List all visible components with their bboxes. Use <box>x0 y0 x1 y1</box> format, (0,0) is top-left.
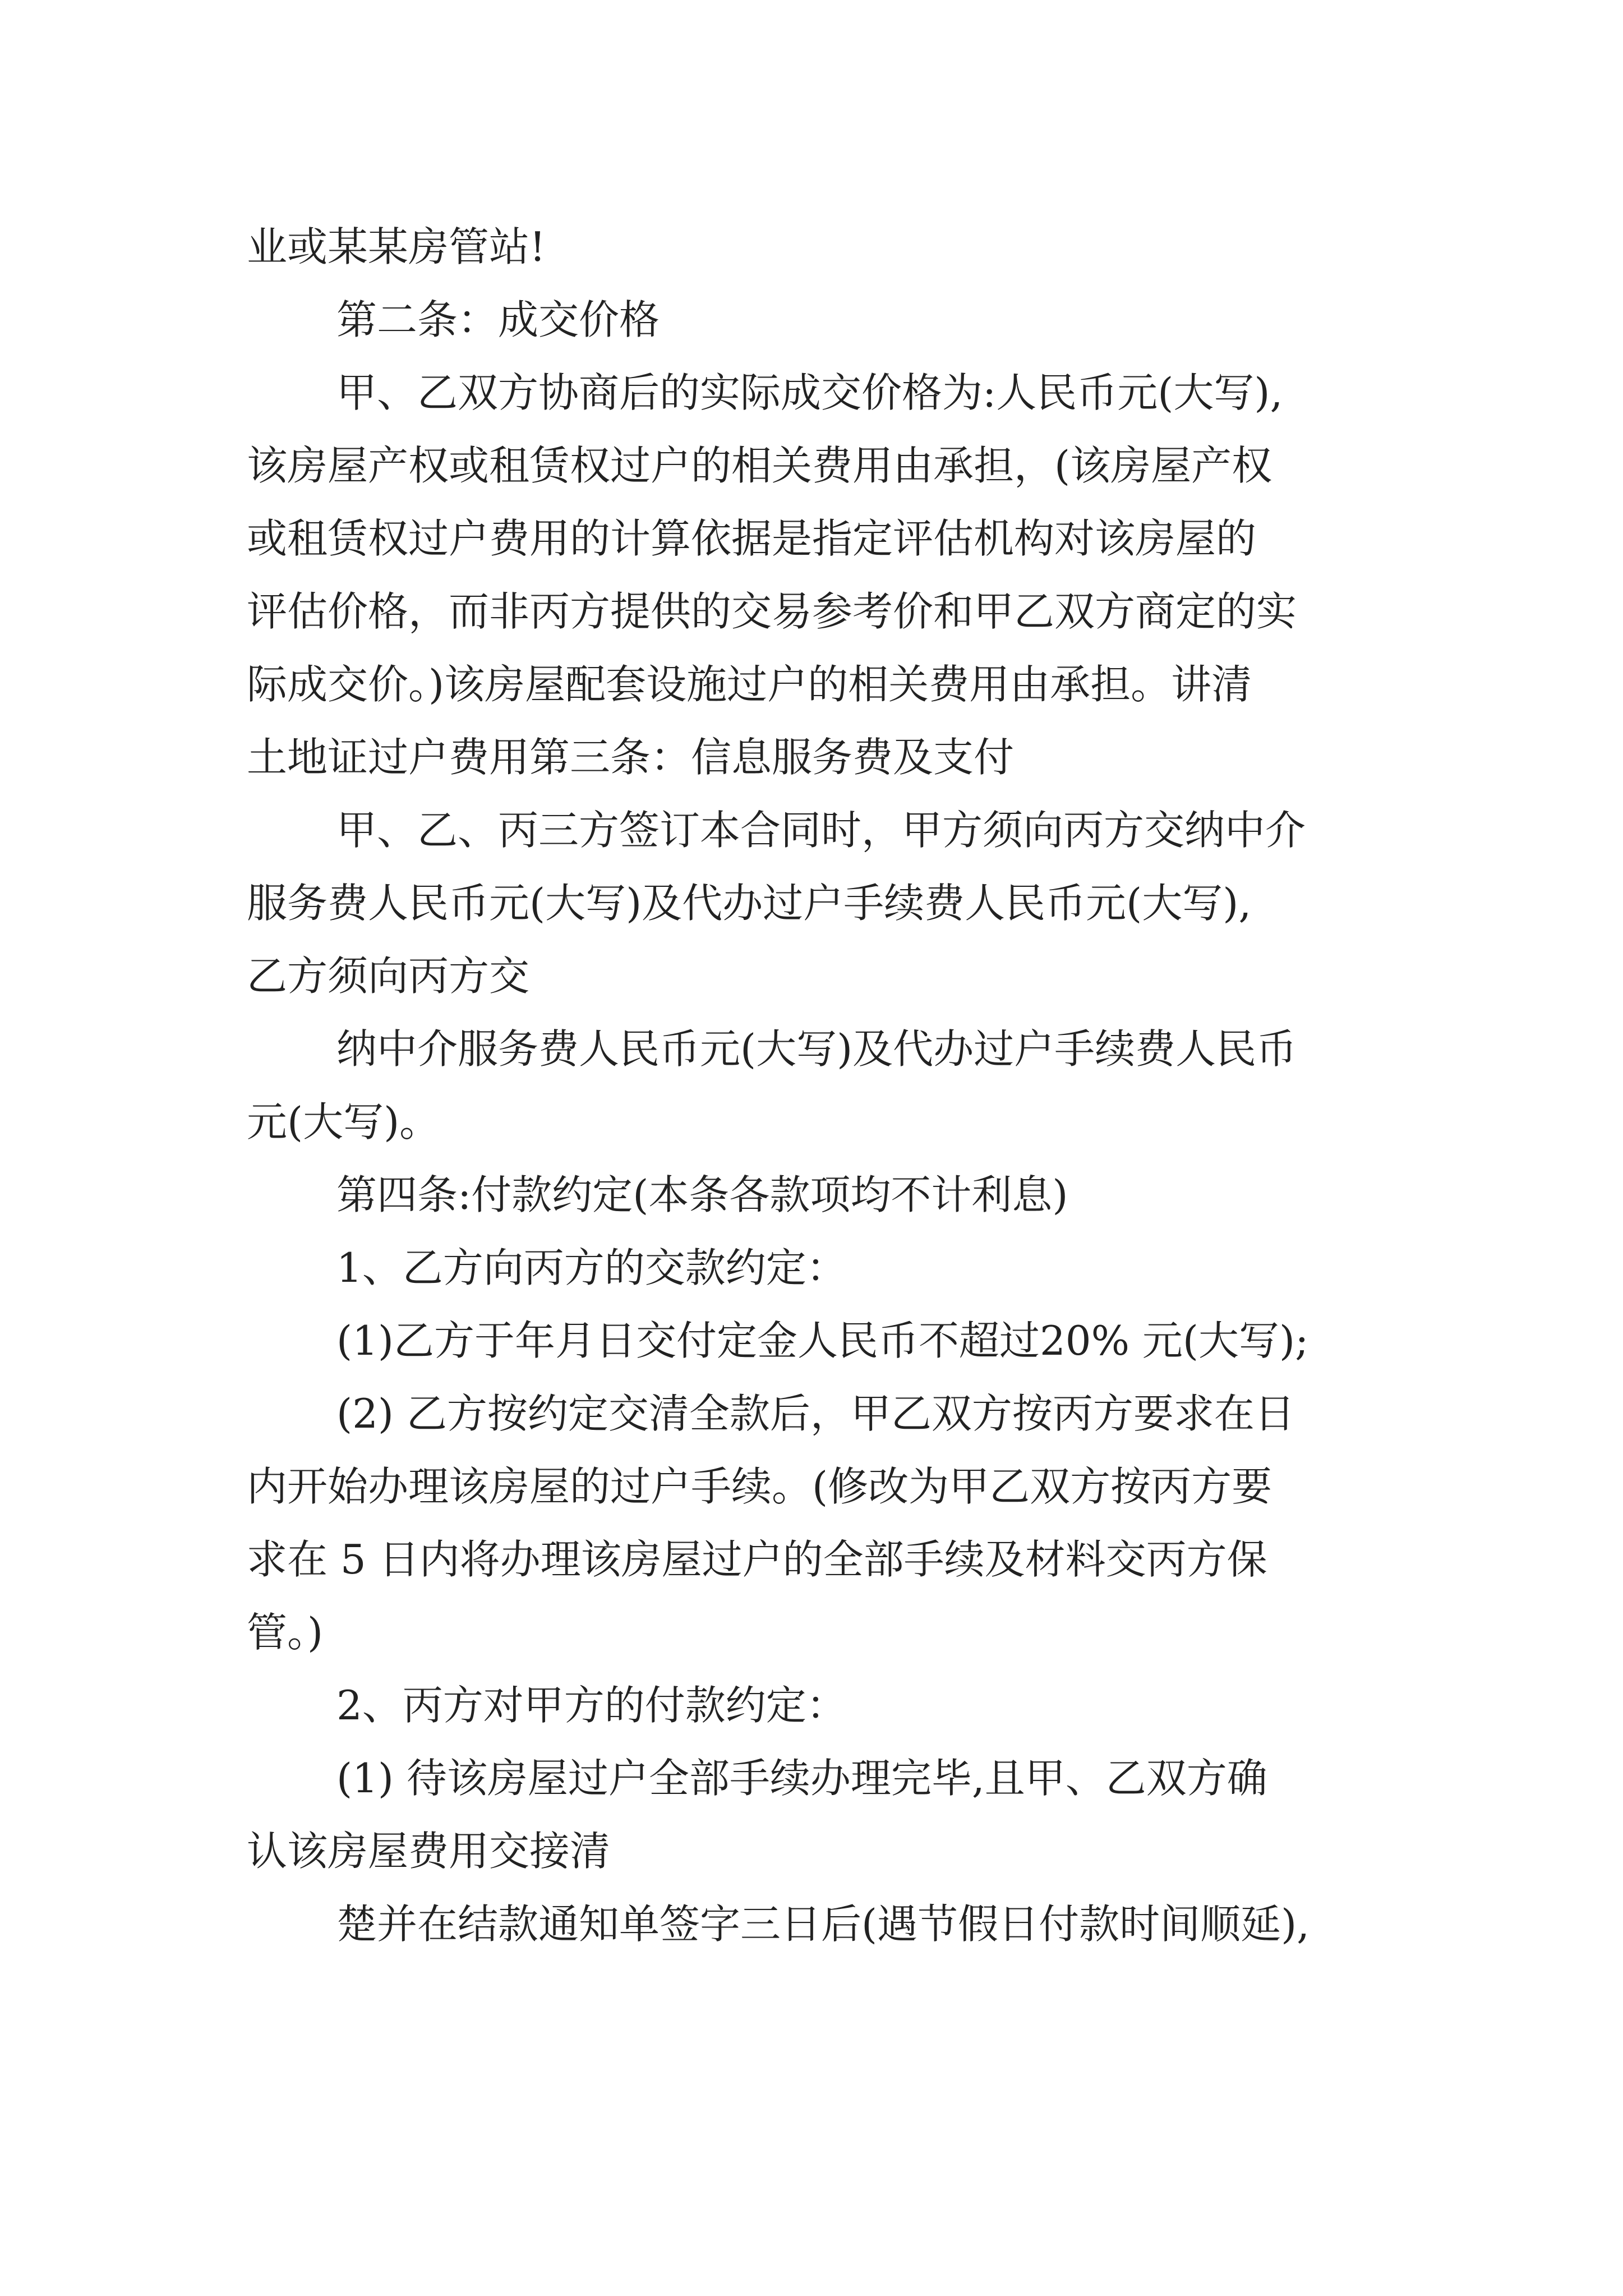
text-line: 1、乙方向丙方的交款约定： <box>336 1244 847 1291</box>
paragraph-p6 <box>247 1158 1396 1231</box>
text-line: 第四条:付款约定(本条各款项均不计利息) <box>336 1171 1068 1218</box>
text-line: 纳中介服务费人民币元(大写)及代办过户手续费人民币 <box>336 1025 1297 1073</box>
paragraph-p9 <box>247 1377 1396 1669</box>
text-line: 业或某某房管站! <box>247 223 546 270</box>
text-line: 2、丙方对甲方的付款约定： <box>336 1682 847 1729</box>
text-line: 元(大写)。 <box>247 1098 440 1145</box>
paragraph-p5 <box>247 1013 1396 1158</box>
text-line: 乙方须向丙方交 <box>247 953 530 1000</box>
paragraph-p3 <box>247 356 1396 794</box>
text-line: 评估价格，而非丙方提供的交易参考价和甲乙双方商定的实 <box>247 588 1297 635</box>
text-line: (2) 乙方按约定交清全款后，甲乙双方按丙方要求在日 <box>336 1390 1295 1437</box>
paragraph-p11 <box>247 1742 1396 1888</box>
document-body <box>247 210 1396 1961</box>
text-line: 第二条：成交价格 <box>336 296 660 343</box>
text-line: 际成交价。)该房屋配套设施过户的相关费用由承担。讲清 <box>247 661 1252 708</box>
text-line: 该房屋产权或租赁权过户的相关费用由承担，(该房屋产权 <box>247 442 1272 489</box>
text-line: 服务费人民币元(大写)及代办过户手续费人民币元(大写), <box>247 880 1252 927</box>
text-line: 楚并在结款通知单签字三日后(遇节假日付款时间顺延), <box>336 1901 1310 1948</box>
text-line: 内开始办理该房屋的过户手续。(修改为甲乙双方按丙方要 <box>247 1463 1272 1510</box>
paragraph-p12 <box>247 1888 1396 1961</box>
text-line: (1)乙方于年月日交付定金人民币不超过20% 元(大写); <box>336 1317 1309 1364</box>
paragraph-p4 <box>247 794 1396 1013</box>
text-line: 甲、乙双方协商后的实际成交价格为:人民币元(大写), <box>336 369 1283 416</box>
paragraph-p8 <box>247 1304 1396 1377</box>
text-line: 求在 5 日内将办理该房屋过户的全部手续及材料交丙方保 <box>247 1536 1267 1583</box>
text-line: 认该房屋费用交接清 <box>247 1828 611 1875</box>
paragraph-p7 <box>247 1231 1396 1304</box>
paragraph-p1 <box>247 210 1396 283</box>
text-line: (1) 待该房屋过户全部手续办理完毕,且甲、乙双方确 <box>336 1755 1267 1802</box>
text-line: 或租赁权过户费用的计算依据是指定评估机构对该房屋的 <box>247 515 1257 562</box>
paragraph-p10 <box>247 1669 1396 1742</box>
text-line: 管。) <box>247 1609 324 1656</box>
text-line: 甲、乙、丙三方签订本合同时，甲方须向丙方交纳中介 <box>336 807 1306 854</box>
paragraph-p2 <box>247 283 1396 356</box>
text-line: 土地证过户费用第三条：信息服务费及支付 <box>247 734 1015 781</box>
